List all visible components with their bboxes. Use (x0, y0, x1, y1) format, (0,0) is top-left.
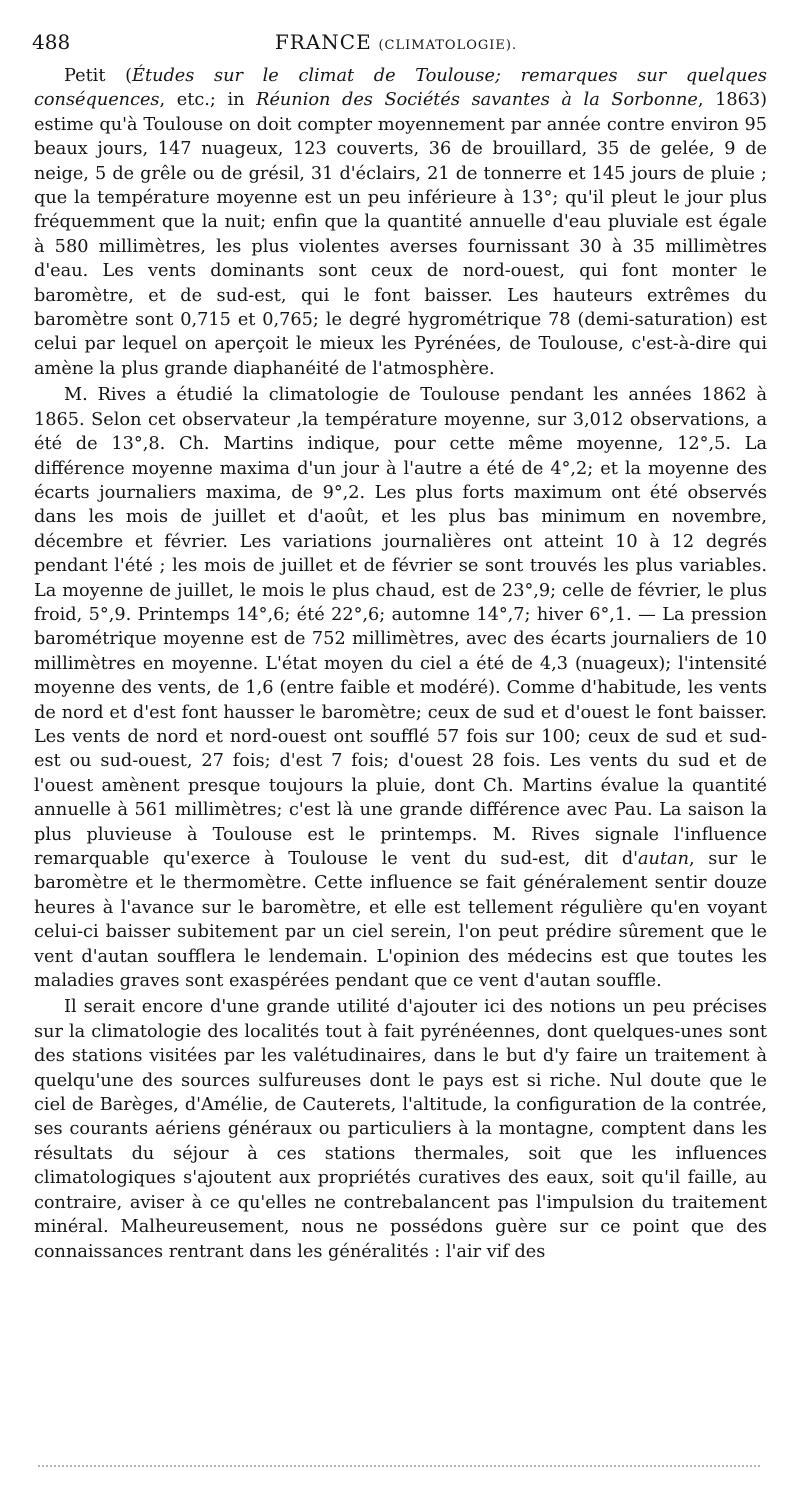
text-segment: , 1863) estime qu'à Toulouse on doit compter moyennement par année contre environ 95 beaux jours, 147 nuageux, 123 couverts, 36 de brouillard, 35 de gelée, 9 de neige, 5 de grêle ou de grésil, 31 d'éclairs, 21 de tonnerre et 145 jours de pluie ; que la température moyenne est un peu inférieure à 13°; qu'il pleut le jour plus fréquemment que la nuit; enfin que la quantité annuelle d'eau pluviale est égale à 580 millimètres, les plus violentes averses fournissant 30 à 35 millimètres d'eau. Les vents dominants sont ceux de nord-ouest, qui font monter le baromètre, et de sud-est, qui le font baisser. Les hauteurs extrêmes du baromètre sont 0,715 et 0,765; le degré hygrométrique 78 (demi-saturation) est celui par lequel on aperçoit le mieux les Pyrénées, de Toulouse, c'est-à-dire qui amène la plus grande diaphanéité de l'atmosphère. (34, 90, 767, 379)
paragraph-1 (34, 64, 767, 381)
paragraph-2 (34, 383, 767, 993)
running-head (32, 30, 760, 58)
running-head-title: FRANCE (274, 30, 372, 54)
text-segment: , sur le baromètre et le thermomètre. Cette influence se fait généralement sentir douze heures à l'avance sur le baromètre, et elle est tellement régulière qu'en voyant celui-ci baisser subitement par un ciel serein, l'on peut prédire sûrement que le vent d'autan soufflera le lendemain. L'opinion des médecins est que toutes les maladies graves sont exaspérées pendant que ce vent d'autan souffle. (34, 849, 767, 992)
page-header (32, 30, 760, 60)
italic-text-segment: autan (638, 849, 689, 869)
text-segment: Petit ( (64, 66, 133, 86)
text-segment: M. Rives a étudié la climatologie de Toulouse pendant les années 1862 à 1865. Selon cet observateur ,la température moyenne, sur 3,012 observations, a été de 13°,8. Ch. Martins indique, pour cette même moyenne, 12°,5. La différence moyenne maxima d'un jour à l'autre a été de 4°,2; et la moyenne des écarts journaliers maxima, de 9°,2. Les plus forts maximum ont été observés dans les mois de juillet et d'août, et les plus bas minimum en novembre, décembre et février. Les variations journalières ont atteint 10 à 12 degrés pendant l'été ; les mois de juillet et de février se sont trouvés les plus variables. La moyenne de juillet, le mois le plus chaud, est de 23°,9; celle de février, le plus froid, 5°,9. Printemps 14°,6; été 22°,6; automne 14°,7; hiver 6°,1. — La pression barométrique moyenne est de 752 millimètres, avec des écarts journaliers de 10 millimètres en moyenne. L'état moyen du ciel a été de 4,3 (nuageux); l'intensité moyenne des vents, de 1,6 (entre faible et modéré). Comme d'habitude, les vents de nord et d'est font hausser le baromètre; ceux de sud et d'ouest le font baisser. Les vents de nord et nord-ouest ont soufflé 57 fois sur 100; ceux de sud et sud-est ou sud-ouest, 27 fois; d'est 7 fois; d'ouest 28 fois. Les vents du sud et de l'ouest amènent presque toujours la pluie, dont Ch. Martins évalue la quantité annuelle à 561 millimètres; c'est là une grande différence avec Pau. La saison la plus pluvieuse à Toulouse est le printemps. M. Rives signale l'influence remarquable qu'exerce à Toulouse le vent du sud-est, dit d' (34, 385, 767, 869)
paragraph-3 (34, 995, 767, 1263)
text-segment: , etc.; in (159, 90, 257, 111)
page-number: 488 (32, 30, 71, 54)
text-segment: Il serait encore d'une grande utilité d'ajouter ici des notions un peu précises sur la climatologie des localités tout à fait pyrénéennes, dont quelques-unes sont des stations visitées par les valétudinaires, dans le but d'y faire un traitement à quelqu'une des sources sulfureuses dont le pays est si riche. Nul doute que le ciel de Barèges, d'Amélie, de Cauterets, l'altitude, la configuration de la contrée, ses courants aériens généraux ou particuliers à la montagne, comptent dans les résultats du séjour à ces stations thermales, soit que les influences climatologiques s'ajoutent aux propriétés curatives des eaux, soit qu'il faille, au contraire, aviser à ce qu'elles ne contrebalancent pas l'impulsion du traitement minéral. Malheureusement, nous ne possédons guère sur ce point que des connaissances rentrant dans les généralités : l'air vif des (34, 997, 767, 1262)
body-text (34, 64, 767, 1264)
running-head-subtitle: (CLIMATOLOGIE). (378, 38, 518, 53)
footer-scan-mark (38, 1455, 760, 1467)
italic-text-segment: Études sur le climat de Toulouse; remarques sur quelques conséquences (34, 66, 767, 111)
italic-text-segment: Réunion des Sociétés savantes à la Sorbonne (256, 90, 698, 111)
